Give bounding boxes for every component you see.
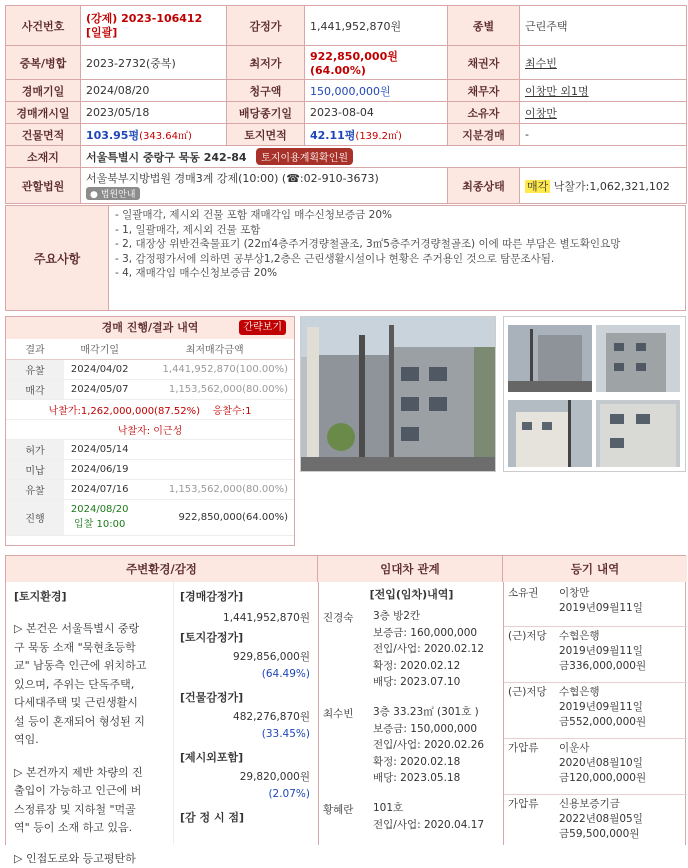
registry-line: 이운사	[559, 741, 646, 756]
registry-line: 이창만	[559, 586, 643, 601]
note-line: - 2, 대장상 위반건축물표기 (22㎡4층주거경량철골조, 3㎡5층주거경량철골조) 이에 따른 부담은 별도확인요망	[115, 237, 679, 252]
current-row	[6, 499, 294, 535]
land-appraisal-title: [토지감정가]	[180, 629, 310, 645]
env-header: 주변환경/감정	[6, 556, 318, 582]
building-appraisal-value: 482,276,870원	[180, 709, 310, 726]
row-amount	[135, 439, 294, 459]
table-row	[6, 439, 294, 459]
registry-line: 2019년09월11일	[559, 601, 643, 616]
main-photo[interactable]	[300, 316, 496, 472]
lease-title: [전입(임차)내역]	[319, 586, 504, 602]
row-amount: 1,441,952,870(100.00%)	[135, 359, 294, 379]
tenant-line: 전입/사업: 2020.04.17	[373, 817, 484, 834]
type-label: 종별	[448, 6, 520, 46]
land-use-plan-button[interactable]: 토지이용계획확인원	[256, 148, 353, 165]
auction-date-label: 경매기일	[6, 80, 81, 102]
table-row	[6, 479, 294, 499]
deadline-value: 2023-08-04	[305, 102, 448, 124]
auction-progress-panel	[5, 316, 295, 546]
registry-line: 2020년08월10일	[559, 756, 646, 771]
registry-details	[559, 797, 643, 842]
row-result: 유찰	[6, 359, 64, 379]
winner: 낙찰자: 이근성	[6, 419, 294, 439]
details-panel	[5, 555, 686, 845]
auction-progress-title: 경매 진행/결과 내역	[102, 321, 199, 334]
building-area	[81, 124, 227, 146]
bid-info-row	[6, 399, 294, 419]
env-line: 있으며, 주위는 단독주택,	[14, 676, 173, 695]
share-value: -	[520, 124, 687, 146]
env-line: 역" 등이 소재 하고 있음.	[14, 819, 173, 838]
thumbnail-1[interactable]	[508, 325, 592, 392]
appraisal-date-title: [감 정 시 점]	[180, 809, 310, 825]
address-value: 서울특별시 중랑구 묵동 242-84	[86, 151, 247, 164]
land-area	[305, 124, 448, 146]
registry-item	[504, 794, 687, 797]
auction-appraisal-value: 1,441,952,870원	[180, 610, 310, 627]
registry-line: 수협은행	[559, 629, 646, 644]
tenant-line: 101호	[373, 800, 484, 817]
row-date: 2024/05/14	[64, 439, 135, 459]
env-title: [토지환경]	[14, 588, 173, 604]
court-label: 관할법원	[6, 168, 81, 204]
start-date-value: 2023/05/18	[81, 102, 227, 124]
row-result: 유찰	[6, 479, 64, 499]
row-date: 2024/07/16	[64, 479, 135, 499]
tenant-details	[373, 608, 484, 691]
registry-kind: (근)저당	[508, 629, 547, 644]
final-status-cell	[520, 168, 687, 204]
debtor-label: 채무자	[448, 80, 520, 102]
final-status-badge: 매각	[525, 180, 550, 193]
appraisal-label: 감정가	[227, 6, 305, 46]
winner-row	[6, 419, 294, 439]
env-line: ▷ 인접도로와 등고평탄하	[14, 850, 173, 868]
building-photo	[301, 317, 495, 471]
note-line: - 1, 일괄매각, 제시외 건물 포함	[115, 223, 679, 238]
registry-item	[504, 682, 687, 685]
note-line: - 일괄매각, 제시외 건물 포함 재매각임 매수신청보증금 20%	[115, 208, 679, 223]
registry-details	[559, 586, 643, 616]
auction-progress-header	[6, 317, 294, 339]
table-row	[6, 459, 294, 479]
row-date: 2024/04/02	[64, 359, 135, 379]
registry-header: 등기 내역	[503, 556, 687, 582]
extra-appraisal-pct: (2.07%)	[180, 786, 310, 803]
land-area-py: 42.11평	[310, 129, 355, 142]
min-price-value: 922,850,000원(64.00%)	[305, 46, 448, 80]
registry-kind: 가압류	[508, 797, 538, 812]
registry-line: 금552,000,000원	[559, 715, 646, 730]
share-label: 지분경매	[448, 124, 520, 146]
registry-line: 금336,000,000원	[559, 659, 646, 674]
tenant-name: 황혜란	[323, 802, 353, 817]
registry-kind: 소유권	[508, 586, 538, 601]
env-line: 스정류장 및 지하철 "먹골	[14, 801, 173, 820]
land-area-label: 토지면적	[227, 124, 305, 146]
env-line: ▷ 본건은 서울특별시 중랑	[14, 620, 173, 639]
auction-progress-table	[6, 339, 294, 536]
tenant-line: 확정: 2020.02.18	[373, 754, 484, 771]
final-price: 낙찰가:1,062,321,102	[554, 180, 670, 193]
tenant-line: 3층 방2칸	[373, 608, 484, 625]
building-appraisal-pct: (33.45%)	[180, 726, 310, 743]
registry-kind: (근)저당	[508, 685, 547, 700]
tenant-details	[373, 704, 484, 787]
key-notes	[5, 205, 686, 311]
auction-appraisal-title: [경매감정가]	[180, 588, 310, 604]
row-amount: 1,153,562,000(80.00%)	[135, 379, 294, 399]
key-notes-body	[109, 206, 685, 310]
table-row	[6, 359, 294, 379]
photo-thumbnails	[503, 316, 686, 472]
case-info-table	[5, 5, 687, 204]
owner-link[interactable]: 이창만	[525, 107, 557, 120]
appraisal-value: 1,441,952,870원	[305, 6, 448, 46]
row-amount: 1,153,562,000(80.00%)	[135, 479, 294, 499]
type-value: 근린주택	[520, 6, 687, 46]
tenant-name: 진경숙	[323, 610, 353, 625]
registry-line: 신용보증기금	[559, 797, 643, 812]
row-amount	[135, 459, 294, 479]
lease-column	[318, 582, 503, 845]
case-tag: [일괄]	[86, 26, 221, 40]
dup-value: 2023-2732(중복)	[81, 46, 227, 80]
registry-line: 금120,000,000원	[559, 771, 646, 786]
extra-appraisal-title: [제시외포함]	[180, 749, 310, 765]
env-line: 역임.	[14, 731, 173, 750]
row-date	[64, 499, 135, 535]
col-date: 매각기일	[64, 339, 135, 359]
env-line: 교" 남동측 인근에 위치하고	[14, 657, 173, 676]
tenant-line: 전입/사업: 2020.02.26	[373, 737, 484, 754]
lease-header: 임대차 관계	[318, 556, 503, 582]
registry-line: 2022년08월05일	[559, 812, 643, 827]
address-label: 소재지	[6, 146, 81, 168]
current-time: 입찰 10:00	[65, 515, 134, 530]
bid-count: 응찰수:1	[213, 406, 252, 417]
tenant-line: 보증금: 160,000,000	[373, 625, 484, 642]
thumbnail-4[interactable]	[596, 400, 680, 467]
building-area-py: 103.95평	[86, 129, 139, 142]
court-info-label: 법원안내	[101, 190, 136, 200]
start-date-label: 경매개시일	[6, 102, 81, 124]
building-area-label: 건물면적	[6, 124, 81, 146]
land-appraisal-value: 929,856,000원	[180, 649, 310, 666]
creditor-label: 채권자	[448, 46, 520, 80]
env-line: 구 묵동 소재 "묵현초등학	[14, 639, 173, 658]
land-appraisal-pct: (64.49%)	[180, 666, 310, 683]
case-no	[81, 6, 227, 46]
note-line: - 4, 재매각임 매수신청보증금 20%	[115, 266, 679, 281]
env-line: 설 등이 혼재되어 형성된 지	[14, 713, 173, 732]
registry-line: 금59,500,000원	[559, 827, 643, 842]
bid-info: 낙찰가:1,262,000,000(87.52%)	[49, 406, 200, 417]
land-area-m2: (139.2㎡)	[355, 131, 401, 142]
note-line: - 3, 감정평가서에 의하면 공부상1,2층은 근린생활시설이나 현황은 주거용인 것으로 탐문조사됨.	[115, 252, 679, 267]
extra-appraisal-value: 29,820,000원	[180, 769, 310, 786]
court-info-button[interactable]: ● 법원안내	[86, 187, 140, 200]
appraisal-column	[176, 582, 314, 845]
case-no-label: 사건번호	[6, 6, 81, 46]
deadline-label: 배당종기일	[227, 102, 305, 124]
min-price-label: 최저가	[227, 46, 305, 80]
auction-date-value: 2024/08/20	[81, 80, 227, 102]
tenant-details	[373, 800, 484, 833]
claim-label: 청구액	[227, 80, 305, 102]
court-cell	[81, 168, 448, 204]
registry-kind: 가압류	[508, 741, 538, 756]
final-status-label: 최종상태	[448, 168, 520, 204]
claim-value: 150,000,000원	[305, 80, 448, 102]
tenant-line: 보증금: 150,000,000	[373, 721, 484, 738]
creditor-link[interactable]: 최수빈	[525, 57, 557, 70]
row-result: 매각	[6, 379, 64, 399]
env-line: 출입이 가능하고 인근에 버	[14, 782, 173, 801]
building-area-m2: (343.64㎡)	[139, 131, 192, 142]
registry-line: 수협은행	[559, 685, 646, 700]
tenant-line: 전입/사업: 2020.02.12	[373, 641, 484, 658]
registry-item	[504, 738, 687, 741]
thumbnail-3[interactable]	[508, 400, 592, 467]
row-date: 2024/06/19	[64, 459, 135, 479]
court-value: 서울북부지방법원 경매3계 강제(10:00) (☎:02-910-3673)	[86, 172, 442, 186]
tenant-line: 확정: 2020.02.12	[373, 658, 484, 675]
env-column	[6, 582, 174, 845]
row-result: 허가	[6, 439, 64, 459]
registry-details	[559, 629, 646, 674]
env-line: ▷ 본건까지 제반 차량의 진	[14, 764, 173, 783]
registry-details	[559, 741, 646, 786]
case-no-value: (강제) 2023-106412	[86, 12, 221, 26]
env-line: 다세대주택 및 근린생활시	[14, 694, 173, 713]
registry-line: 2019년09월11일	[559, 700, 646, 715]
brief-view-button[interactable]: 간략보기	[239, 320, 286, 335]
tenant-name: 최수빈	[323, 706, 353, 721]
registry-item	[504, 626, 687, 629]
row-result: 미납	[6, 459, 64, 479]
col-result: 결과	[6, 339, 64, 359]
row-date: 2024/05/07	[64, 379, 135, 399]
tenant-line: 배당: 2023.07.10	[373, 674, 484, 691]
tenant-line: 배당: 2023.05.18	[373, 770, 484, 787]
col-min-price: 최저매각금액	[135, 339, 294, 359]
dup-label: 중복/병합	[6, 46, 81, 80]
row-amount: 922,850,000(64.00%)	[135, 499, 294, 535]
owner-label: 소유자	[448, 102, 520, 124]
tenant-line: 3층 33.23㎡ (301호 )	[373, 704, 484, 721]
registry-details	[559, 685, 646, 730]
table-row	[6, 379, 294, 399]
building-appraisal-title: [건물감정가]	[180, 689, 310, 705]
address-cell	[81, 146, 687, 168]
debtor-link[interactable]: 이창만 외1명	[525, 85, 589, 98]
registry-column	[503, 582, 687, 845]
current-date: 2024/08/20	[65, 504, 134, 515]
thumbnail-2[interactable]	[596, 325, 680, 392]
row-result: 진행	[6, 499, 64, 535]
registry-line: 2019년09월11일	[559, 644, 646, 659]
key-notes-label: 주요사항	[6, 206, 109, 310]
